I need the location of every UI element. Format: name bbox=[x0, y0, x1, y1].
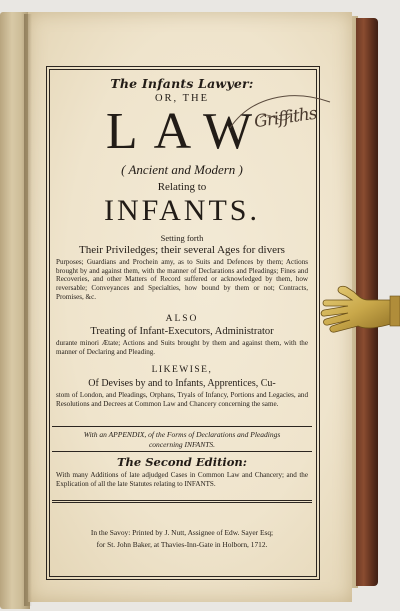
privileges-line: Their Priviledges; their several Ages for divers bbox=[79, 244, 285, 256]
treating-line: Treating of Infant-Executors, Administrator bbox=[90, 326, 274, 337]
divider-4 bbox=[52, 502, 312, 503]
treating-body: durante minori Ætate; Actions and Suits brought by them and against them, with the manner of Declaring and Pleading. bbox=[56, 339, 308, 356]
infants-heading: INFANTS. bbox=[104, 194, 260, 227]
divider-2 bbox=[52, 451, 312, 452]
devises-body: stom of London, and Pleadings, Orphans, Tryals of Infancy, Portions and Legacies, and Resolutions and Decrees at Common Law and Chancery concerning the same. bbox=[56, 391, 308, 408]
likewise: LIKEWISE, bbox=[151, 365, 213, 375]
imprint-line-1: In the Savoy: Printed by J. Nutt, Assignee of Edw. Sayer Esq; bbox=[90, 528, 274, 537]
relating-to: Relating to bbox=[157, 181, 207, 193]
ancient-modern: ( Ancient and Modern ) bbox=[121, 162, 243, 177]
setting-forth: Setting forth bbox=[160, 233, 204, 243]
divider-1 bbox=[52, 426, 312, 427]
series-title: The Infants Lawyer: bbox=[110, 76, 254, 91]
second-edition: The Second Edition: bbox=[116, 455, 248, 469]
ownership-signature: Griffiths bbox=[252, 103, 318, 133]
imprint-line-2: for St. John Baker, at Thavies-Inn-Gate in Holborn, 1712. bbox=[96, 540, 268, 549]
additions-body: With many Additions of late adjudged Cases in Common Law and Chancery; and the Explication of all the late Statutes relating to INFANTS. bbox=[56, 471, 308, 488]
appendix-line-2: concerning INFANTS. bbox=[148, 440, 216, 449]
appendix-line-1: With an APPENDIX, of the Forms of Declarations and Pleadings bbox=[83, 430, 281, 439]
divider-3 bbox=[52, 500, 312, 501]
law-heading: LAW bbox=[105, 103, 269, 160]
privileges-body: Purposes; Guardians and Prochein amy, as to Suits and Defences by them; Actions brought by and against them, with the manner of Declarations and Pleadings; Fines and Recoveries, and other Matters of Record suffered or acknowledged by them, how reversable; Conveyances and Specialties, how bound by them or not; Contracts, Promises, &c. bbox=[56, 258, 308, 301]
hand-clasp-icon bbox=[318, 270, 400, 350]
devises-line: Of Devises by and to Infants, Apprentices, Cu- bbox=[88, 378, 276, 389]
or-the: OR, THE bbox=[154, 93, 210, 104]
gutter-shadow bbox=[24, 14, 32, 606]
also: ALSO bbox=[165, 314, 199, 324]
